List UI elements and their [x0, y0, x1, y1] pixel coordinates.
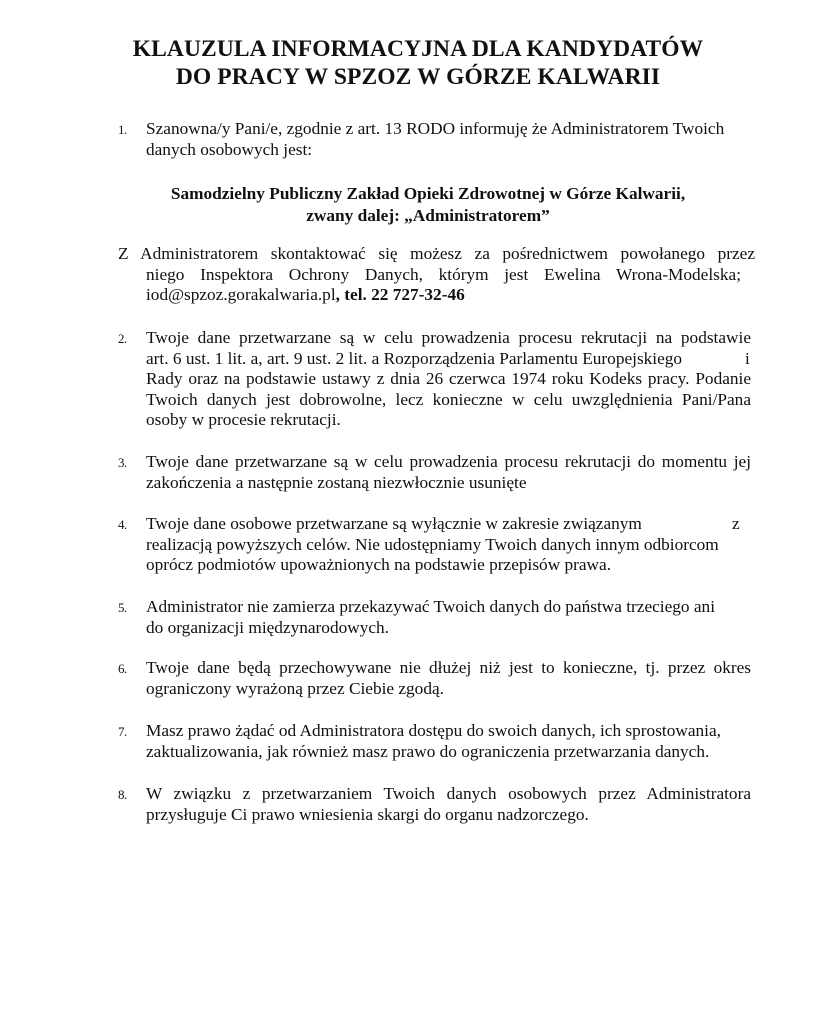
item-2-line-2-tail: i: [745, 348, 750, 368]
contact-line-3: [146, 285, 741, 306]
item-number-2: 2.: [118, 331, 127, 346]
contact-paragraph: [118, 244, 755, 265]
item-4-line-1-tail: z: [732, 514, 740, 533]
item-number-3: 3.: [118, 455, 127, 470]
item-5-text: [146, 597, 751, 638]
document-title: [0, 35, 826, 91]
item-7-text: [146, 721, 751, 762]
item-number-8: 8.: [118, 787, 127, 802]
iod-email: iod@spzoz.gorakalwaria.pl: [146, 285, 336, 304]
item-2-line-2: [146, 349, 751, 370]
item-4-line-3: oprócz podmiotów upoważnionych na podstawie przepisów prawa.: [146, 555, 612, 574]
iod-phone: , tel. 22 727-32-46: [335, 285, 465, 304]
contact-paragraph-cont: [146, 265, 741, 306]
item-6-text: [146, 658, 751, 699]
item-number-4: 4.: [118, 517, 127, 532]
item-6-line-1: Twoje dane będą przechowywane nie dłużej niż jest to konieczne, tj. przez okres: [146, 658, 751, 677]
item-8-line-2: przysługuje Ci prawo wniesienia skargi do organu nadzorczego.: [146, 804, 589, 824]
contact-line-1: Z Administratorem skontaktować się możesz za pośrednictwem powołanego przez: [118, 244, 755, 263]
item-8-line-1: W związku z przetwarzaniem Twoich danych osobowych przez Administratora: [146, 784, 751, 803]
item-3-line-1: Twoje dane przetwarzane są w celu prowadzenia procesu rekrutacji do momentu jej: [146, 452, 751, 471]
item-3-text: [146, 452, 751, 493]
item-2-line-4: Twoich danych jest dobrowolne, lecz konieczne w celu uwzględnienia Pani/Pana: [146, 389, 751, 409]
item-4-text: [146, 514, 751, 576]
item-number-1: 1.: [118, 122, 127, 137]
item-4-line-1-text: Twoje dane osobowe przetwarzane są wyłącznie w zakresie związanym: [146, 514, 642, 533]
item-2-line-3: Rady oraz na podstawie ustawy z dnia 26 czerwca 1974 roku Kodeks pracy. Podanie: [146, 369, 751, 388]
item-5-line-2: do organizacji międzynarodowych.: [146, 617, 389, 637]
item-4-line-1: [146, 514, 751, 535]
administrator-line-2: zwany dalej: „Administratorem”: [306, 206, 550, 225]
title-line-2: DO PRACY W SPZOZ W GÓRZE KALWARII: [175, 64, 661, 90]
item-1-text: [146, 119, 751, 160]
item-1-line-2: danych osobowych jest:: [146, 139, 313, 159]
item-7-line-2: zaktualizowania, jak również masz prawo do ograniczenia przetwarzania danych.: [146, 741, 710, 761]
item-2-line-2-text: art. 6 ust. 1 lit. a, art. 9 ust. 2 lit. a Rozporządzenia Parlamentu Europejskiego: [146, 348, 683, 368]
administrator-name: [118, 183, 738, 227]
item-2-line-5: osoby w procesie rekrutacji.: [146, 410, 341, 429]
item-7-line-1: Masz prawo żądać od Administratora dostępu do swoich danych, ich sprostowania,: [146, 721, 721, 740]
title-line-1: KLAUZULA INFORMACYJNA DLA KANDYDATÓW: [132, 36, 704, 62]
item-number-7: 7.: [118, 724, 127, 739]
administrator-line-1: Samodzielny Publiczny Zakład Opieki Zdrowotnej w Górze Kalwarii,: [170, 184, 686, 203]
item-8-text: [146, 784, 751, 825]
item-6-line-2: ograniczony wyrażoną przez Ciebie zgodą.: [146, 678, 444, 698]
item-3-line-2: zakończenia a następnie zostaną niezwłocznie usunięte: [146, 472, 527, 492]
contact-line-2: niego Inspektora Ochrony Danych, którym jest Ewelina Wrona-Modelska;: [146, 264, 741, 284]
item-2-line-1: Twoje dane przetwarzane są w celu prowadzenia procesu rekrutacji na podstawie: [146, 328, 751, 347]
item-2-text: [146, 328, 751, 431]
item-number-6: 6.: [118, 661, 127, 676]
item-4-line-2: realizacją powyższych celów. Nie udostępniamy Twoich danych innym odbiorcom: [146, 534, 719, 554]
item-1-line-1: Szanowna/y Pani/e, zgodnie z art. 13 RODO informuję że Administratorem Twoich: [146, 119, 725, 138]
item-number-5: 5.: [118, 600, 127, 615]
item-5-line-1: Administrator nie zamierza przekazywać Twoich danych do państwa trzeciego ani: [146, 597, 715, 616]
